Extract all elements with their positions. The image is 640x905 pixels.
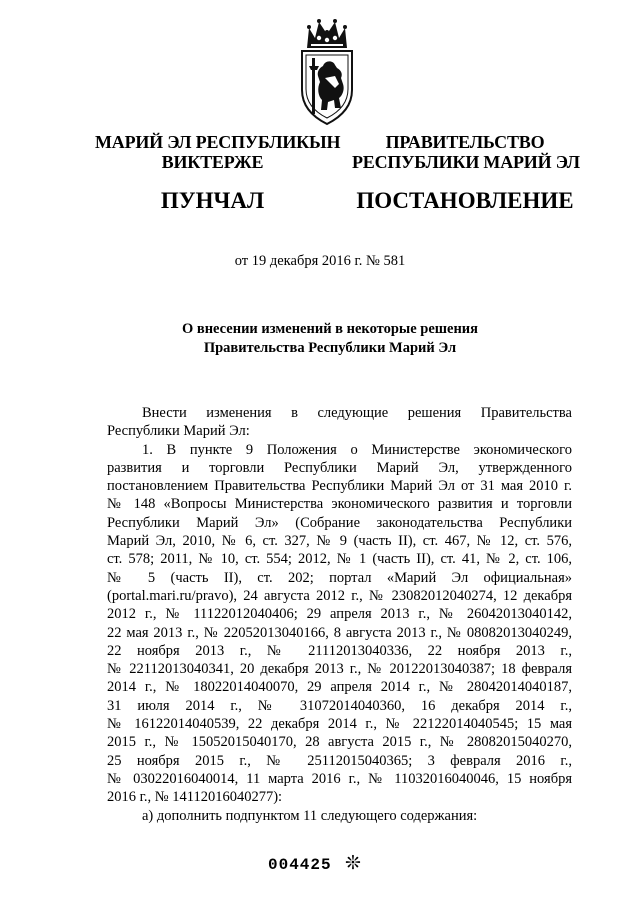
body-line: 2016 г., № 14112016040277):	[107, 789, 283, 806]
body-line: ст. 578; 2011, № 10, ст. 554; 2012, № 1 (часть II), ст. 41, № 2, ст. 106,	[107, 551, 572, 568]
body-line: 2015 г., № 15052015040170, 28 августа 2015 г., № 28082015040270,	[107, 734, 572, 751]
document-title-line-2: Правительства Республики Марий Эл	[203, 340, 457, 356]
header-left-column	[95, 132, 341, 213]
body-line: 25 ноября 2015 г., № 25112015040365; 3 февраля 2016 г.,	[107, 752, 572, 769]
body-line: № 22112013040341, 20 декабря 2013 г., № 20122013040387; 18 февраля	[107, 661, 572, 678]
body-line: 1. В пункте 9 Положения о Министерстве экономического	[142, 441, 572, 458]
body-line: (portal.mari.ru/pravo), 24 августа 2012 г., № 23082012040274, 12 декабря	[107, 587, 572, 604]
body-line: Республики Марий Эл» (Собрание законодательства Республики	[107, 514, 572, 531]
body-line: 2014 г., № 18022014040070, 29 апреля 2014 г., № 28042014040187,	[107, 679, 572, 696]
body-line: 2012 г., № 11122012040406; 29 апреля 2013 г., № 26042013040142,	[107, 606, 572, 623]
body-line: Внести изменения в следующие решения Правительства	[142, 405, 572, 421]
body-line: 31 июля 2014 г., № 31072014040360, 16 декабря 2014 г.,	[107, 697, 572, 714]
body-line: а) дополнить подпунктом 11 следующего содержания:	[142, 807, 478, 824]
header-right-doc-type: ПОСТАНОВЛЕНИЕ	[356, 188, 574, 213]
body-line: 22 ноября 2013 г., № 21112013040336, 22 ноября 2013 г.,	[107, 642, 572, 659]
header-right-line-1: ПРАВИТЕЛЬСТВО	[385, 132, 545, 152]
body-line: Марий Эл, 2010, № 6, ст. 327, № 9 (часть II), ст. 467, № 12, ст. 576,	[107, 533, 572, 550]
body-line: 22 мая 2013 г., № 22052013040166, 8 августа 2013 г., № 08082013040249,	[107, 624, 572, 641]
body-line: развития и торговли Республики Марий Эл, утвержденного	[107, 459, 572, 476]
document-title-line-1: О внесении изменений в некоторые решения	[181, 321, 479, 337]
coat-of-arms-emblem	[295, 18, 359, 126]
header-right-line-2: РЕСПУБЛИКИ МАРИЙ ЭЛ	[352, 152, 580, 172]
body-line: № 148 «Вопросы Министерства экономического развития и торговли	[107, 496, 572, 513]
header-left-line-1: МАРИЙ ЭЛ РЕСПУБЛИКЫН	[95, 132, 341, 152]
serial-number: 004425	[268, 856, 332, 874]
body-line: № 16122014040539, 22 декабря 2014 г., № 22122014040545; 15 мая	[107, 716, 572, 733]
body-line: Республики Марий Эл:	[107, 423, 250, 440]
header-left-doc-type: ПУНЧАЛ	[160, 188, 265, 213]
body-line: № 5 (часть II), ст. 202; портал «Марий Эл официальная»	[107, 569, 572, 586]
star-mark-icon: ❊	[345, 853, 361, 874]
document-date-number: от 19 декабря 2016 г. № 581	[234, 253, 406, 269]
header-left-line-2: ВИКТЕРЖЕ	[161, 152, 264, 172]
document-body	[107, 404, 572, 825]
header-right-column	[352, 132, 578, 213]
body-line: постановлением Правительства Республики Марий Эл от 31 мая 2010 г.	[107, 478, 572, 495]
document-title	[100, 320, 560, 358]
body-line: № 03022016040014, 11 марта 2016 г., № 11032016040046, 15 ноября	[107, 770, 572, 787]
